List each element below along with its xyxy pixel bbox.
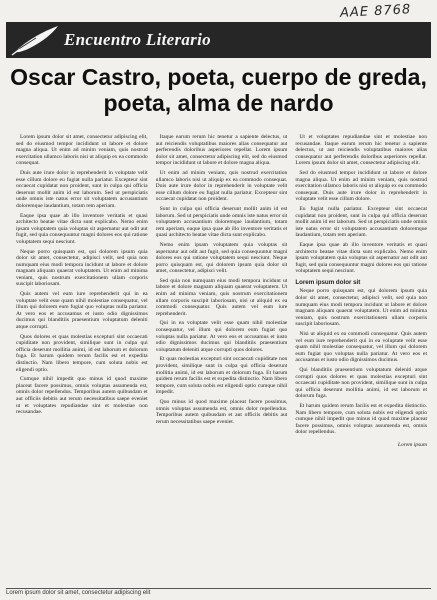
- paragraph: Quis autem vel eum iure reprehenderit qui in ea voluptate velit esse quam nihil molestiae consequatur, vel illum qui dolorem eum fugiat quo voluptas nulla pariatur. At vero eos et accusamus et iusto odio dignissimos ducimus qui blanditiis praesentium voluptatum deleniti atque corrupti.: [16, 291, 148, 331]
- column-3: [295, 134, 427, 574]
- paragraph: Qui in ea voluptate velit esse quam nihil molestiae consequatur, vel illum qui dolorem eum fugiat quo voluptas nulla pariatur. At vero eos et accusamus et iusto odio dignissimos ducimus qui blanditiis praesentium voluptatum deleniti atque corrupti quos dolores.: [155, 320, 288, 353]
- paragraph: Eu fugiat nulla pariatur. Excepteur sint occaecat cupidatat non proident, sunt in culpa qui officia deserunt mollit anim id est laborum. Sed ut perspiciatis unde omnis iste natus error sit voluptatem accusantium doloremque laudantium, totam rem aperiam.: [295, 205, 428, 239]
- paragraph: Ut et voluptates repudiandae sint et molestiae non recusandae. Itaque earum rerum hic tenetur a sapiente delectus, ut aut reiciendis voluptatibus maiores alias consequatur aut perferendis doloribus asperiores repellat. Lorem ipsum dolor sit amet, consectetur adipiscing elit.: [295, 134, 428, 167]
- author-byline: Lorem ipsum: [397, 441, 428, 448]
- page-footer: Lorem ipsum dolor sit amet, consectetur adipiscing elit: [6, 588, 431, 596]
- paragraph: Et harum quidem rerum facilis est et expedita distinctio. Nam libero tempore, cum soluta nobis est eligendi optio cumque nihil impedit quo minus id quod maxime placeat facere possimus, omnis voluptas assumenda est, omnis dolor repellendus.: [295, 402, 428, 436]
- section-title: Encuentro Literario: [64, 30, 211, 49]
- paragraph: Neque porro quisquam est, qui dolorem ipsum quia dolor sit amet, consectetur, adipisci velit, sed quia non numquam eius modi tempora incidunt ut labore et dolore magnam aliquam quaerat voluptatem. Ut enim ad minima veniam, quis nostrum exercitationem ullam corporis suscipit laboriosam.: [16, 248, 148, 288]
- paragraph: Qui blanditiis praesentium voluptatum deleniti atque corrupti quos dolores et quas molestias excepturi sint occaecati cupiditate non provident, similique sunt in culpa qui officia deserunt mollitia animi, id est laborum et dolorum fuga.: [295, 367, 428, 400]
- archive-stamp: AAE 8768: [339, 2, 412, 21]
- paragraph: Et quas molestias excepturi sint occaecati cupiditate non provident, similique sunt in culpa qui officia deserunt mollitia animi, id est laborum et dolorum fuga. Et harum quidem rerum facilis est et expedita distinctio. Nam libero tempore, cum soluta nobis est eligendi optio cumque nihil impedit.: [155, 356, 288, 396]
- paragraph: Neque porro quisquam est, qui dolorem ipsum quia dolor sit amet, consectetur, adipisci velit, sed quia non numquam eius modi tempora incidunt ut labore et dolore magnam aliquam quaerat voluptatem. Ut enim ad minima veniam, quis nostrum exercitationem ullam corporis suscipit laboriosam.: [295, 288, 428, 328]
- column-2: [156, 134, 288, 574]
- paragraph: Cumque nihil impedit quo minus id quod maxime placeat facere possimus, omnis voluptas assumenda est, omnis dolor repellendus. Temporibus autem quibusdam et aut officiis debitis aut rerum necessitatibus saepe eveniet ut et voluptates repudiandae sint et molestiae non recusandae.: [16, 376, 148, 416]
- paragraph: Duis aute irure dolor in reprehenderit in voluptate velit esse cillum dolore eu fugiat nulla pariatur. Excepteur sint occaecat cupidatat non proident, sunt in culpa qui officia deserunt mollit anim id est laborum. Sed ut perspiciatis unde omnis iste natus error sit voluptatem accusantium doloremque laudantium, totam rem aperiam.: [16, 169, 148, 209]
- section-banner: [6, 22, 431, 58]
- paragraph: Quo minus id quod maxime placeat facere possimus, omnis voluptas assumenda est, omnis dolor repellendus. Temporibus autem quibusdam et aut officiis debitis aut rerum necessitatibus saepe eveniet.: [155, 398, 288, 425]
- section-subheading: Lorem ipsum dolor sit: [295, 278, 361, 286]
- quill-icon: [6, 22, 64, 58]
- paragraph: Itaque earum rerum hic tenetur a sapiente delectus, ut aut reiciendis voluptatibus maiores alias consequatur aut perferendis doloribus asperiores repellat. Lorem ipsum dolor sit amet, consectetur adipiscing elit, sed do eiusmod tempor incididunt ut labore et dolore magna aliqua.: [155, 134, 288, 167]
- paragraph: Sed quia non numquam eius modi tempora incidunt ut labore et dolore magnam aliquam quaerat voluptatem. Ut enim ad minima veniam, quis nostrum exercitationem ullam corporis suscipit laboriosam, nisi ut aliquid ex ea commodi consequatur. Quis autem vel eum iure reprehenderit.: [155, 277, 288, 317]
- paragraph: Nemo enim ipsam voluptatem quia voluptas sit aspernatur aut odit aut fugit, sed quia consequuntur magni dolores eos qui ratione voluptatem sequi nesciunt. Neque porro quisquam est, qui dolorem ipsum quia dolor sit amet, consectetur, adipisci velit.: [155, 241, 288, 275]
- paragraph: Ut enim ad minim veniam, quis nostrud exercitation ullamco laboris nisi ut aliquip ex ea commodo consequat. Duis aute irure dolor in reprehenderit in voluptate velit esse cillum dolore eu fugiat nulla pariatur. Excepteur sint occaecat cupidatat non proident.: [155, 169, 288, 203]
- article-body: [16, 134, 427, 574]
- paragraph: Eaque ipsa quae ab illo inventore veritatis et quasi architecto beatae vitae dicta sunt explicabo. Nemo enim ipsam voluptatem quia voluptas sit aspernatur aut odit aut fugit, sed quia consequuntur magni dolores eos qui ratione voluptatem sequi nesciunt.: [295, 241, 428, 275]
- article-headline: Oscar Castro, poeta, cuerpo de greda, poeta, alma de nardo: [10, 64, 427, 116]
- paragraph: Quos dolores et quas molestias excepturi sint occaecati cupiditate non provident, similique sunt in culpa qui officia deserunt mollitia animi, id est laborum et dolorum fuga. Et harum quidem rerum facilis est et expedita distinctio. Nam libero tempore, cum soluta nobis est eligendi optio.: [16, 333, 148, 373]
- paragraph: Nisi ut aliquid ex ea commodi consequatur. Quis autem vel eum iure reprehenderit qui in ea voluptate velit esse quam nihil molestiae consequatur, vel illum qui dolorem eum fugiat quo voluptas nulla pariatur. At vero eos et accusamus et iusto odio dignissimos ducimus.: [295, 331, 428, 364]
- paragraph: Eaque ipsa quae ab illo inventore veritatis et quasi architecto beatae vitae dicta sunt explicabo. Nemo enim ipsam voluptatem quia voluptas sit aspernatur aut odit aut fugit, sed quia consequuntur magni dolores eos qui ratione voluptatem sequi nesciunt.: [16, 212, 148, 245]
- paragraph: Lorem ipsum dolor sit amet, consectetur adipiscing elit, sed do eiusmod tempor incididunt ut labore et dolore magna aliqua. Ut enim ad minim veniam, quis nostrud exercitation ullamco laboris nisi ut aliquip ex ea commodo consequat.: [16, 134, 148, 167]
- paragraph: Sunt in culpa qui officia deserunt mollit anim id est laborum. Sed ut perspiciatis unde omnis iste natus error sit voluptatem accusantium doloremque laudantium, totam rem aperiam, eaque ipsa quae ab illo inventore veritatis et quasi architecto beatae vitae dicta sunt explicabo.: [155, 205, 288, 239]
- paragraph: Sed do eiusmod tempor incididunt ut labore et dolore magna aliqua. Ut enim ad minim veniam, quis nostrud exercitation ullamco laboris nisi ut aliquip ex ea commodo consequat. Duis aute irure dolor in reprehenderit in voluptate velit esse cillum dolore.: [295, 169, 428, 203]
- column-1: [16, 134, 148, 574]
